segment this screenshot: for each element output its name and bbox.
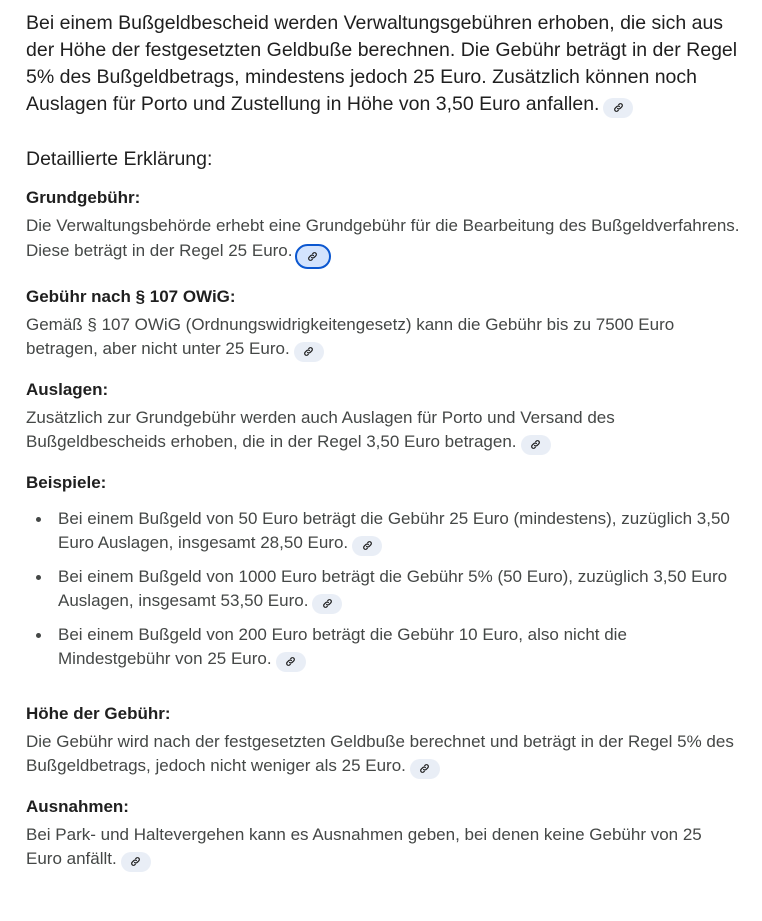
- section-beispiele: [26, 471, 740, 672]
- bullet-dot: [36, 575, 41, 580]
- list-item-text: Bei einem Bußgeld von 200 Euro beträgt die Gebühr 10 Euro, also nicht die Mindestgebühr von 25 Euro.: [58, 624, 627, 668]
- section-text: Die Gebühr wird nach der festgesetzten Geldbuße berechnet und beträgt in der Regel 5% des Bußgeldbetrags, jedoch nicht weniger als 25 Euro.: [26, 731, 734, 775]
- section-grundgebuehr: [26, 186, 740, 269]
- source-link-button[interactable]: [352, 536, 382, 556]
- list-item: [26, 623, 740, 672]
- section-heading: Gebühr nach § 107 OWiG:: [26, 286, 236, 306]
- section-paragraph: [26, 313, 740, 362]
- link-icon: [419, 763, 430, 774]
- intro-paragraph: [26, 10, 740, 118]
- list-item-text: Bei einem Bußgeld von 1000 Euro beträgt die Gebühr 5% (50 Euro), zuzüglich 3,50 Euro Auslagen, insgesamt 53,50 Euro.: [58, 566, 728, 610]
- link-icon: [130, 856, 141, 867]
- link-icon: [307, 251, 318, 262]
- source-link-button[interactable]: [294, 342, 324, 362]
- section-paragraph: [26, 214, 740, 269]
- link-icon: [613, 102, 624, 113]
- section-ausnahmen: [26, 795, 740, 872]
- section-paragraph: [26, 823, 740, 872]
- source-link-button[interactable]: [295, 244, 331, 269]
- section-paragraph: [26, 406, 740, 455]
- list-item: [26, 565, 740, 614]
- section-text: Die Verwaltungsbehörde erhebt eine Grundgebühr für die Bearbeitung des Bußgeldverfahrens. Diese beträgt in der Regel 25 Euro.: [26, 216, 740, 260]
- bullet-dot: [36, 633, 41, 638]
- link-icon: [285, 656, 296, 667]
- list-item: [26, 507, 740, 556]
- intro-text: Bei einem Bußgeldbescheid werden Verwaltungsgebühren erhoben, die sich aus der Höhe der festgesetzten Geldbuße berechnen. Die Gebühr beträgt in der Regel 5% des Bußgeldbetrags, mindestens jedoch 25 Euro. Zusätzlich können noch Auslagen für Porto und Zustellung in Höhe von 3,50 Euro anfallen.: [26, 12, 738, 115]
- list-item-text: Bei einem Bußgeld von 50 Euro beträgt die Gebühr 25 Euro (mindestens), zuzüglich 3,50 Euro Auslagen, insgesamt 28,50 Euro.: [58, 508, 730, 552]
- source-link-button[interactable]: [410, 759, 440, 779]
- examples-list: [26, 507, 740, 672]
- section-text: Bei Park- und Haltevergehen kann es Ausnahmen geben, bei denen keine Gebühr von 25 Euro anfällt.: [26, 824, 702, 868]
- section-heading: Beispiele:: [26, 472, 107, 492]
- source-link-button[interactable]: [603, 98, 633, 118]
- section-auslagen: [26, 378, 740, 455]
- section-hoehe: [26, 702, 740, 779]
- section-paragraph: [26, 730, 740, 779]
- section-text: Gemäß § 107 OWiG (Ordnungswidrigkeitengesetz) kann die Gebühr bis zu 7500 Euro betragen, aber nicht unter 25 Euro.: [26, 314, 675, 358]
- link-icon: [303, 346, 314, 357]
- section-heading: Grundgebühr:: [26, 188, 141, 207]
- source-link-button[interactable]: [276, 652, 306, 672]
- source-link-button[interactable]: [121, 852, 151, 872]
- link-icon: [362, 540, 373, 551]
- detail-heading: Detaillierte Erklärung:: [26, 148, 213, 170]
- section-heading: Ausnahmen:: [26, 796, 129, 816]
- section-heading: Höhe der Gebühr:: [26, 703, 171, 723]
- section-text: Zusätzlich zur Grundgebühr werden auch Auslagen für Porto und Versand des Bußgeldbescheids erhoben, die in der Regel 3,50 Euro betragen.: [26, 407, 615, 451]
- bullet-dot: [36, 517, 41, 522]
- link-icon: [530, 439, 541, 450]
- source-link-button[interactable]: [521, 435, 551, 455]
- link-icon: [322, 598, 333, 609]
- section-heading: Auslagen:: [26, 379, 109, 399]
- section-gebuehr-owig: [26, 285, 740, 362]
- source-link-button[interactable]: [312, 594, 342, 614]
